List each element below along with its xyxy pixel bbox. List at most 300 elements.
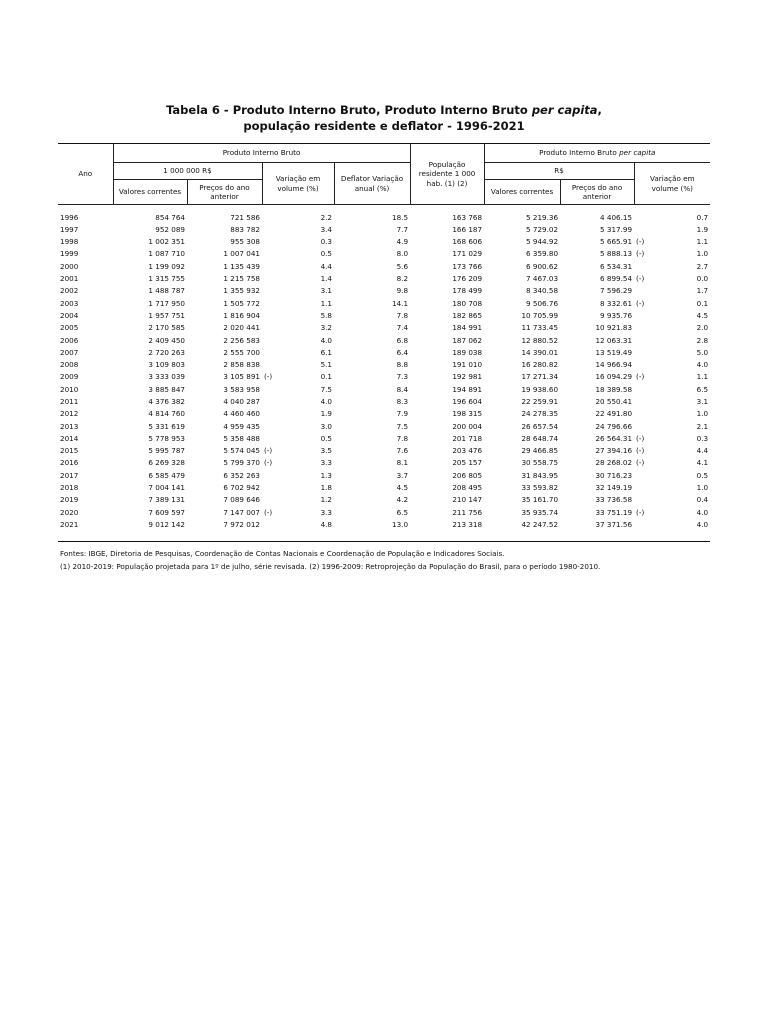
- cell-populacao: [410, 445, 484, 457]
- cell-value: 8.1: [396, 458, 409, 468]
- cell-value: 26 564.31: [595, 433, 633, 443]
- cell-precos-ano-anterior: [187, 506, 262, 518]
- cell-precos-ano-anterior: [187, 272, 262, 284]
- cell-value: 1.9: [320, 409, 332, 419]
- cell-value: 178 499: [452, 286, 483, 296]
- cell-value: 1.8: [320, 483, 332, 493]
- table-row: [58, 408, 710, 420]
- cell-value: 12 880.52: [521, 335, 559, 345]
- table-row: [58, 371, 710, 383]
- title-text-1: Tabela 6 - Produto Interno Bruto, Produto Interno Bruto: [166, 103, 532, 117]
- cell-pc-precos-ano-anterior: [560, 223, 634, 235]
- cell-value: 194 891: [452, 384, 483, 394]
- cell-deflator: [334, 395, 410, 407]
- cell-value: 2.8: [696, 335, 709, 345]
- cell-value: 16 094.29: [595, 372, 633, 382]
- cell-value: 33 751.19: [595, 507, 633, 517]
- cell-value: 1.2: [320, 495, 332, 505]
- cell-valores-correntes: [113, 285, 187, 297]
- cell-variacao-volume: [262, 346, 334, 358]
- cell-pc-variacao-volume: [634, 260, 710, 272]
- cell-ano: [58, 445, 113, 457]
- cell-populacao: [410, 322, 484, 334]
- cell-populacao: [410, 272, 484, 284]
- negative-marker: (-): [636, 458, 645, 468]
- negative-marker: (-): [636, 237, 645, 247]
- cell-ano: [58, 518, 113, 530]
- cell-ano: [58, 334, 113, 346]
- cell-value: 6.8: [396, 335, 409, 345]
- cell-pc-precos-ano-anterior: [560, 494, 634, 506]
- cell-precos-ano-anterior: [187, 469, 262, 481]
- cell-valores-correntes: [113, 420, 187, 432]
- cell-value: 5.8: [320, 310, 332, 320]
- cell-value: 2004: [60, 310, 79, 320]
- cell-value: 31 843.95: [521, 470, 559, 480]
- negative-marker: (-): [264, 372, 273, 382]
- cell-value: 176 209: [452, 274, 483, 284]
- table-row: [58, 272, 710, 284]
- header-precos-ano-anterior: Preços do ano anterior: [187, 180, 262, 205]
- cell-value: 180 708: [452, 298, 483, 308]
- cell-pc-valores-correntes: [484, 223, 560, 235]
- cell-pc-valores-correntes: [484, 334, 560, 346]
- cell-pc-variacao-volume: [634, 395, 710, 407]
- cell-value: 7.5: [320, 384, 332, 394]
- cell-valores-correntes: [113, 494, 187, 506]
- cell-value: 33 736.58: [595, 495, 633, 505]
- table-row: [58, 236, 710, 248]
- cell-value: 4 040 287: [223, 397, 260, 406]
- cell-value: 18 389.58: [595, 384, 633, 394]
- cell-value: 10 921.83: [595, 323, 633, 333]
- cell-value: 3.1: [320, 286, 332, 296]
- cell-pc-precos-ano-anterior: [560, 506, 634, 518]
- cell-valores-correntes: [113, 260, 187, 272]
- cell-pc-precos-ano-anterior: [560, 420, 634, 432]
- cell-value: 0.3: [320, 237, 332, 247]
- cell-deflator: [334, 371, 410, 383]
- cell-value: 2 170 585: [148, 323, 185, 333]
- cell-value: 14.1: [392, 298, 409, 308]
- cell-variacao-volume: [262, 395, 334, 407]
- cell-pc-variacao-volume: [634, 432, 710, 444]
- cell-deflator: [334, 211, 410, 223]
- table-row: [58, 469, 710, 481]
- cell-value: 2012: [60, 409, 79, 419]
- cell-variacao-volume: [262, 469, 334, 481]
- cell-value: 7.5: [396, 421, 409, 431]
- cell-value: 13 519.49: [595, 347, 633, 357]
- cell-value: 2001: [60, 274, 79, 284]
- cell-precos-ano-anterior: [187, 297, 262, 309]
- cell-value: 2005: [60, 323, 79, 333]
- cell-value: 6 585 479: [148, 470, 185, 480]
- cell-value: 3.5: [320, 446, 332, 456]
- cell-variacao-volume: [262, 223, 334, 235]
- header-variacao-volume: Variação em volume (%): [262, 163, 334, 205]
- cell-value: 6 359.80: [526, 249, 559, 259]
- cell-value: 5 317.99: [600, 224, 633, 234]
- cell-pc-valores-correntes: [484, 359, 560, 371]
- cell-value: 1 087 710: [148, 249, 185, 259]
- cell-value: 2021: [60, 519, 79, 529]
- cell-pc-variacao-volume: [634, 408, 710, 420]
- cell-pc-valores-correntes: [484, 420, 560, 432]
- cell-value: 854 764: [155, 212, 185, 222]
- cell-value: 2000: [60, 261, 79, 271]
- cell-value: 5 995 787: [148, 446, 185, 456]
- cell-deflator: [334, 359, 410, 371]
- cell-precos-ano-anterior: [187, 383, 262, 395]
- cell-pc-precos-ano-anterior: [560, 285, 634, 297]
- cell-value: 5.6: [396, 261, 409, 271]
- cell-variacao-volume: [262, 420, 334, 432]
- cell-value: 11 733.45: [521, 323, 559, 333]
- cell-value: 1 135 439: [223, 261, 260, 271]
- cell-pc-valores-correntes: [484, 371, 560, 383]
- cell-value: 5 729.02: [526, 224, 559, 234]
- cell-value: 7 596.29: [600, 286, 633, 296]
- cell-valores-correntes: [113, 518, 187, 530]
- cell-value: 4.0: [696, 507, 709, 517]
- header-mil-reais: 1 000 000 R$: [113, 163, 262, 180]
- cell-value: 4.4: [696, 446, 709, 456]
- cell-value: 32 149.19: [595, 483, 633, 493]
- cell-pc-precos-ano-anterior: [560, 395, 634, 407]
- cell-precos-ano-anterior: [187, 285, 262, 297]
- cell-value: 0.3: [696, 433, 709, 443]
- cell-value: 1.0: [696, 483, 709, 493]
- cell-variacao-volume: [262, 236, 334, 248]
- cell-value: 3 885 847: [148, 384, 185, 394]
- cell-value: 3.2: [320, 323, 332, 333]
- cell-value: 163 768: [452, 212, 483, 222]
- cell-value: 2020: [60, 507, 79, 517]
- cell-pc-precos-ano-anterior: [560, 432, 634, 444]
- cell-deflator: [334, 432, 410, 444]
- cell-ano: [58, 420, 113, 432]
- cell-precos-ano-anterior: [187, 371, 262, 383]
- cell-value: 187 062: [452, 335, 483, 345]
- cell-value: 14 966.94: [595, 360, 633, 370]
- cell-variacao-volume: [262, 482, 334, 494]
- cell-value: 1.9: [696, 224, 709, 234]
- cell-value: 168 606: [452, 237, 483, 247]
- cell-populacao: [410, 223, 484, 235]
- cell-variacao-volume: [262, 211, 334, 223]
- cell-pc-variacao-volume: [634, 346, 710, 358]
- title-italic: per capita: [531, 103, 598, 117]
- cell-valores-correntes: [113, 395, 187, 407]
- table-row: [58, 260, 710, 272]
- cell-variacao-volume: [262, 248, 334, 260]
- cell-valores-correntes: [113, 346, 187, 358]
- cell-value: 1 355 932: [223, 286, 260, 296]
- cell-value: 3.3: [320, 507, 332, 517]
- cell-valores-correntes: [113, 334, 187, 346]
- cell-populacao: [410, 469, 484, 481]
- cell-value: 7 389 131: [148, 495, 185, 505]
- cell-pc-valores-correntes: [484, 236, 560, 248]
- cell-variacao-volume: [262, 432, 334, 444]
- cell-value: 9 012 142: [148, 519, 185, 529]
- cell-valores-correntes: [113, 482, 187, 494]
- cell-value: 20 550.41: [595, 397, 633, 406]
- cell-ano: [58, 395, 113, 407]
- cell-ano: [58, 272, 113, 284]
- cell-value: 10 705.99: [521, 310, 559, 320]
- cell-variacao-volume: [262, 309, 334, 321]
- cell-valores-correntes: [113, 297, 187, 309]
- cell-valores-correntes: [113, 371, 187, 383]
- cell-value: 2016: [60, 458, 79, 468]
- cell-pc-valores-correntes: [484, 285, 560, 297]
- table-row: [58, 248, 710, 260]
- cell-value: 1 505 772: [223, 298, 260, 308]
- cell-value: 5 888.13: [600, 249, 633, 259]
- cell-value: 14 390.01: [521, 347, 559, 357]
- cell-value: 1997: [60, 224, 79, 234]
- cell-pc-precos-ano-anterior: [560, 236, 634, 248]
- cell-precos-ano-anterior: [187, 395, 262, 407]
- cell-precos-ano-anterior: [187, 408, 262, 420]
- cell-ano: [58, 371, 113, 383]
- cell-value: 2003: [60, 298, 79, 308]
- cell-variacao-volume: [262, 260, 334, 272]
- cell-populacao: [410, 346, 484, 358]
- cell-variacao-volume: [262, 518, 334, 530]
- cell-value: 206 805: [452, 470, 483, 480]
- header-pib-pc-italic: per capita: [619, 148, 656, 158]
- cell-value: 4 460 460: [223, 409, 260, 419]
- cell-valores-correntes: [113, 469, 187, 481]
- cell-value: 198 315: [452, 409, 483, 419]
- cell-variacao-volume: [262, 383, 334, 395]
- cell-value: 883 782: [230, 224, 260, 234]
- cell-value: 16 280.82: [521, 360, 559, 370]
- cell-pc-valores-correntes: [484, 297, 560, 309]
- cell-value: 1.1: [696, 372, 709, 382]
- cell-value: 7 609 597: [148, 507, 185, 517]
- cell-value: 2 020 441: [223, 323, 260, 333]
- table-row: [58, 211, 710, 223]
- cell-populacao: [410, 383, 484, 395]
- cell-ano: [58, 248, 113, 260]
- negative-marker: (-): [636, 249, 645, 259]
- cell-pc-valores-correntes: [484, 260, 560, 272]
- cell-populacao: [410, 248, 484, 260]
- cell-pc-precos-ano-anterior: [560, 371, 634, 383]
- cell-value: 8.2: [396, 274, 409, 284]
- cell-value: 28 648.74: [521, 433, 559, 443]
- cell-valores-correntes: [113, 236, 187, 248]
- cell-value: 3 109 803: [148, 360, 185, 370]
- cell-value: 1.1: [696, 237, 709, 247]
- cell-pc-valores-correntes: [484, 469, 560, 481]
- cell-value: 6.5: [396, 507, 409, 517]
- cell-value: 1.4: [320, 274, 332, 284]
- cell-populacao: [410, 494, 484, 506]
- cell-value: 35 935.74: [521, 507, 559, 517]
- cell-value: 4 406.15: [600, 212, 633, 222]
- cell-populacao: [410, 506, 484, 518]
- cell-populacao: [410, 432, 484, 444]
- cell-valores-correntes: [113, 359, 187, 371]
- cell-value: 9 506.76: [526, 298, 559, 308]
- header-ano: Ano: [58, 144, 113, 205]
- cell-pc-valores-correntes: [484, 309, 560, 321]
- cell-precos-ano-anterior: [187, 211, 262, 223]
- cell-variacao-volume: [262, 359, 334, 371]
- cell-value: 6 352 263: [223, 470, 260, 480]
- cell-deflator: [334, 408, 410, 420]
- footnote-sources: Fontes: IBGE, Diretoria de Pesquisas, Coordenação de Contas Nacionais e Coordenação de População e Indicadores Sociais.: [60, 549, 505, 558]
- cell-value: 3.4: [320, 224, 332, 234]
- cell-precos-ano-anterior: [187, 223, 262, 235]
- cell-value: 2011: [60, 397, 79, 406]
- cell-value: 211 756: [452, 507, 483, 517]
- cell-value: 4.0: [320, 335, 332, 345]
- cell-pc-precos-ano-anterior: [560, 322, 634, 334]
- cell-value: 721 586: [230, 212, 260, 222]
- cell-precos-ano-anterior: [187, 359, 262, 371]
- cell-variacao-volume: [262, 494, 334, 506]
- cell-value: 200 004: [452, 421, 483, 431]
- cell-value: 955 308: [230, 237, 260, 247]
- cell-value: 19 938.60: [521, 384, 559, 394]
- cell-deflator: [334, 334, 410, 346]
- cell-value: 5 574 045: [223, 446, 260, 456]
- cell-pc-precos-ano-anterior: [560, 383, 634, 395]
- cell-populacao: [410, 371, 484, 383]
- cell-pc-variacao-volume: [634, 236, 710, 248]
- cell-pc-precos-ano-anterior: [560, 346, 634, 358]
- cell-pc-variacao-volume: [634, 297, 710, 309]
- table-row: [58, 420, 710, 432]
- cell-pc-variacao-volume: [634, 322, 710, 334]
- cell-value: 5 219.36: [526, 212, 559, 222]
- negative-marker: (-): [636, 446, 645, 456]
- cell-value: 1 215 758: [223, 274, 260, 284]
- cell-ano: [58, 469, 113, 481]
- cell-value: 29 466.85: [521, 446, 559, 456]
- cell-populacao: [410, 334, 484, 346]
- cell-value: 2009: [60, 372, 79, 382]
- table-row: [58, 297, 710, 309]
- cell-populacao: [410, 297, 484, 309]
- cell-value: 3 105 891: [223, 372, 260, 382]
- table-end-spacer: [58, 531, 710, 542]
- cell-deflator: [334, 518, 410, 530]
- cell-populacao: [410, 482, 484, 494]
- cell-value: 4.0: [696, 519, 709, 529]
- cell-pc-variacao-volume: [634, 506, 710, 518]
- cell-pc-valores-correntes: [484, 494, 560, 506]
- cell-value: 1 717 950: [148, 298, 185, 308]
- cell-value: 7 147 007: [223, 507, 260, 517]
- cell-valores-correntes: [113, 506, 187, 518]
- cell-populacao: [410, 309, 484, 321]
- cell-populacao: [410, 260, 484, 272]
- cell-valores-correntes: [113, 457, 187, 469]
- cell-value: 3.3: [320, 458, 332, 468]
- cell-value: 35 161.70: [521, 495, 559, 505]
- header-reais: R$: [484, 163, 634, 180]
- cell-value: 166 187: [452, 224, 483, 234]
- cell-pc-valores-correntes: [484, 445, 560, 457]
- cell-precos-ano-anterior: [187, 518, 262, 530]
- cell-value: 4.5: [396, 483, 409, 493]
- cell-ano: [58, 408, 113, 420]
- table-row: [58, 359, 710, 371]
- table-row: [58, 457, 710, 469]
- cell-value: 8.0: [396, 249, 409, 259]
- table-row: [58, 223, 710, 235]
- cell-value: 2008: [60, 360, 79, 370]
- table-row: [58, 383, 710, 395]
- cell-value: 6 900.62: [526, 261, 559, 271]
- cell-pc-variacao-volume: [634, 248, 710, 260]
- cell-value: 1 957 751: [148, 310, 185, 320]
- cell-deflator: [334, 236, 410, 248]
- cell-value: 7.8: [396, 433, 409, 443]
- cell-value: 1.1: [320, 298, 332, 308]
- table-title: [0, 103, 768, 117]
- negative-marker: (-): [636, 433, 645, 443]
- cell-pc-variacao-volume: [634, 223, 710, 235]
- negative-marker: (-): [636, 507, 645, 517]
- cell-variacao-volume: [262, 371, 334, 383]
- header-deflator: Deflator Variação anual (%): [334, 163, 410, 205]
- cell-populacao: [410, 408, 484, 420]
- cell-ano: [58, 432, 113, 444]
- cell-precos-ano-anterior: [187, 322, 262, 334]
- cell-ano: [58, 506, 113, 518]
- table-row: [58, 494, 710, 506]
- cell-pc-valores-correntes: [484, 322, 560, 334]
- cell-value: 3 583 958: [223, 384, 260, 394]
- cell-value: 17 271.34: [521, 372, 559, 382]
- cell-value: 4.2: [396, 495, 409, 505]
- table-row: [58, 285, 710, 297]
- cell-pc-valores-correntes: [484, 518, 560, 530]
- cell-pc-precos-ano-anterior: [560, 359, 634, 371]
- cell-valores-correntes: [113, 223, 187, 235]
- cell-pc-variacao-volume: [634, 359, 710, 371]
- cell-precos-ano-anterior: [187, 482, 262, 494]
- cell-pc-valores-correntes: [484, 272, 560, 284]
- table-row: [58, 445, 710, 457]
- cell-pc-variacao-volume: [634, 383, 710, 395]
- cell-value: 0.5: [320, 433, 332, 443]
- cell-variacao-volume: [262, 334, 334, 346]
- cell-pc-variacao-volume: [634, 518, 710, 530]
- cell-value: 7.8: [396, 310, 409, 320]
- cell-value: 22 259.91: [521, 397, 559, 406]
- cell-deflator: [334, 309, 410, 321]
- cell-value: 9 935.76: [600, 310, 633, 320]
- cell-deflator: [334, 248, 410, 260]
- cell-pc-valores-correntes: [484, 432, 560, 444]
- cell-value: 201 718: [452, 433, 483, 443]
- cell-precos-ano-anterior: [187, 309, 262, 321]
- cell-ano: [58, 359, 113, 371]
- cell-value: 0.4: [696, 495, 709, 505]
- cell-value: 4.0: [696, 360, 709, 370]
- cell-pc-variacao-volume: [634, 457, 710, 469]
- cell-value: 184 991: [452, 323, 483, 333]
